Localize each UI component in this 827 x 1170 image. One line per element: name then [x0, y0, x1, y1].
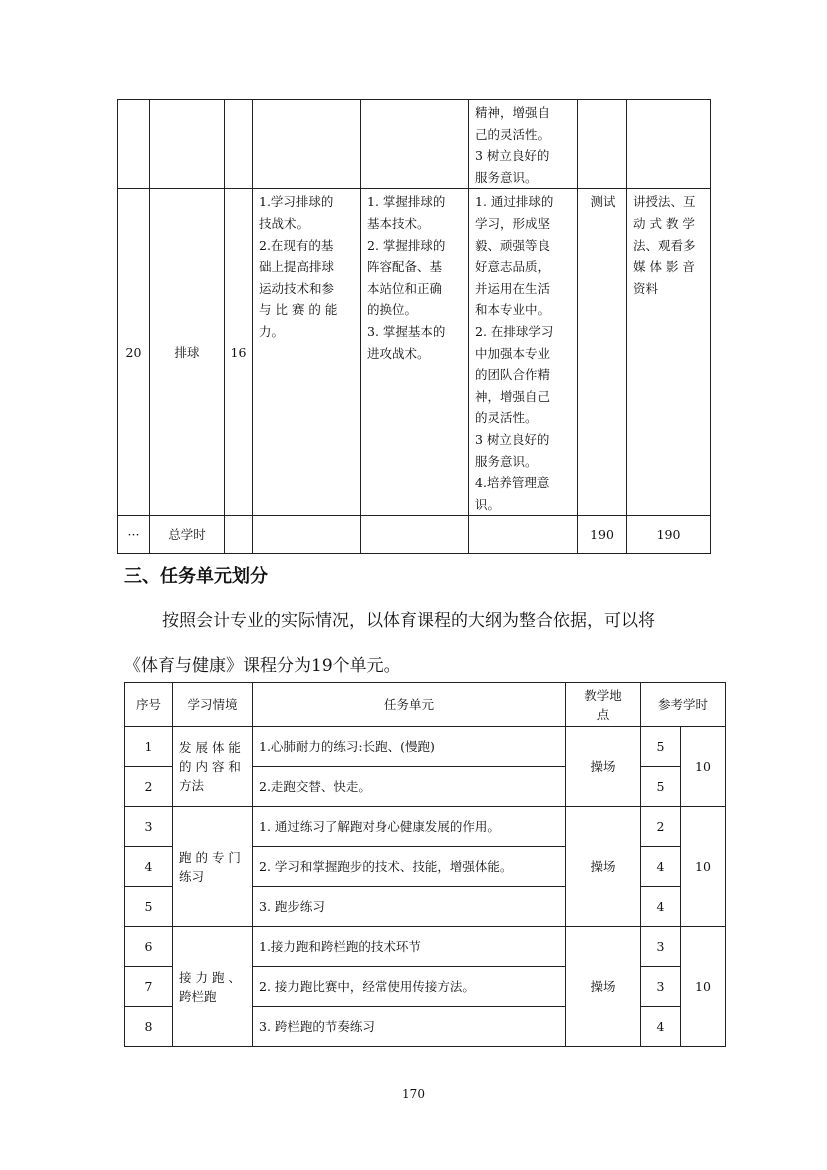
paragraph-line: 《体育与健康》课程分为19个单元。: [124, 656, 401, 676]
task-unit: 2.走跑交替、快走。: [253, 767, 566, 807]
table-header-row: [125, 683, 726, 727]
group-total-hours: 10: [681, 727, 726, 807]
table-cell: [578, 100, 627, 189]
unit-hours: 2: [641, 807, 681, 847]
table-cell: [150, 100, 225, 189]
table-cell: [118, 100, 150, 189]
unit-hours: 5: [641, 767, 681, 807]
table-cell: [225, 516, 253, 554]
course-name: 排球: [150, 189, 225, 516]
table-cell: [361, 516, 469, 554]
course-hours: 16: [225, 189, 253, 516]
header-location: 教学地 点: [566, 683, 641, 727]
header-number: 序号: [125, 683, 173, 727]
task-unit: 1. 通过练习了解跑对身心健康发展的作用。: [253, 807, 566, 847]
unit-hours: 3: [641, 967, 681, 1007]
row-number: 5: [125, 887, 173, 927]
header-situation: 学习情境: [173, 683, 253, 727]
course-goals: 1. 掌握排球的 基本技术。 2. 掌握排球的 阵容配备、基 本站位和正确 的换位。 3. 掌握基本的 进攻战术。: [361, 189, 469, 516]
row-number: 8: [125, 1007, 173, 1047]
learning-situation: 接 力 跑 、 跨栏跑: [173, 927, 253, 1047]
task-unit: 2. 接力跑比赛中，经常使用传接方法。: [253, 967, 566, 1007]
teaching-location: 操场: [566, 727, 641, 807]
total-hours-value: 190: [627, 516, 711, 554]
total-hours-value: 190: [578, 516, 627, 554]
table-cell: [361, 100, 469, 189]
table-cell: [253, 516, 361, 554]
row-number: 6: [125, 927, 173, 967]
table-row: [125, 807, 726, 847]
table-cell: [225, 100, 253, 189]
unit-hours: 3: [641, 927, 681, 967]
row-number: 2: [125, 767, 173, 807]
table-row: [118, 516, 711, 554]
course-content: 1.学习排球的 技战术。 2.在现有的基 础上提高排球 运动技术和参 与 比 赛 的 能 力。: [253, 189, 361, 516]
task-unit: 3. 跑步练习: [253, 887, 566, 927]
table-row: [118, 189, 711, 516]
task-unit: 1.接力跑和跨栏跑的技术环节: [253, 927, 566, 967]
paragraph-line: 按照会计专业的实际情况，以体育课程的大纲为整合依据，可以将: [162, 611, 655, 631]
group-total-hours: 10: [681, 807, 726, 927]
teaching-methods: 讲授法、互 动 式 教 学 法、观看多 媒 体 影 音 资料: [627, 189, 711, 516]
teaching-location: 操场: [566, 807, 641, 927]
table-row: [125, 927, 726, 967]
table-cell: [627, 100, 711, 189]
table-cell: [469, 516, 578, 554]
group-total-hours: 10: [681, 927, 726, 1047]
row-number: 3: [125, 807, 173, 847]
row-number: ···: [118, 516, 150, 554]
unit-hours: 5: [641, 727, 681, 767]
unit-hours: 4: [641, 887, 681, 927]
table-row: [125, 727, 726, 767]
task-unit: 3. 跨栏跑的节奏练习: [253, 1007, 566, 1047]
assessment-method: 测试: [578, 189, 627, 516]
teaching-location: 操场: [566, 927, 641, 1047]
row-number: 7: [125, 967, 173, 1007]
unit-hours: 4: [641, 1007, 681, 1047]
learning-situation: 发 展 体 能 的 内 容 和 方法: [173, 727, 253, 807]
table-cell: [253, 100, 361, 189]
total-hours-label: 总学时: [150, 516, 225, 554]
course-quality-goals: 1. 通过排球的 学习，形成坚 毅、顽强等良 好意志品质， 并运用在生活 和本专业中。 2. 在排球学习 中加强本专业 的团队合作精 神，增强自己 的灵活性。 3 树立良好的 服务意识。 4.培养管理意 识。: [469, 189, 578, 516]
page-number: 170: [402, 1087, 425, 1101]
table-row: [118, 100, 711, 189]
task-unit-table: [124, 682, 726, 1047]
header-hours: 参考学时: [641, 683, 726, 727]
row-number: 1: [125, 727, 173, 767]
row-number: 20: [118, 189, 150, 516]
table-cell: 精神，增强自 己的灵活性。 3 树立良好的 服务意识。: [469, 100, 578, 189]
section-heading: 三、任务单元划分: [124, 566, 268, 587]
unit-hours: 4: [641, 847, 681, 887]
course-content-table: [117, 99, 711, 554]
row-number: 4: [125, 847, 173, 887]
header-unit: 任务单元: [253, 683, 566, 727]
task-unit: 1.心肺耐力的练习:长跑、(慢跑): [253, 727, 566, 767]
learning-situation: 跑 的 专 门 练习: [173, 807, 253, 927]
task-unit: 2. 学习和掌握跑步的技术、技能，增强体能。: [253, 847, 566, 887]
